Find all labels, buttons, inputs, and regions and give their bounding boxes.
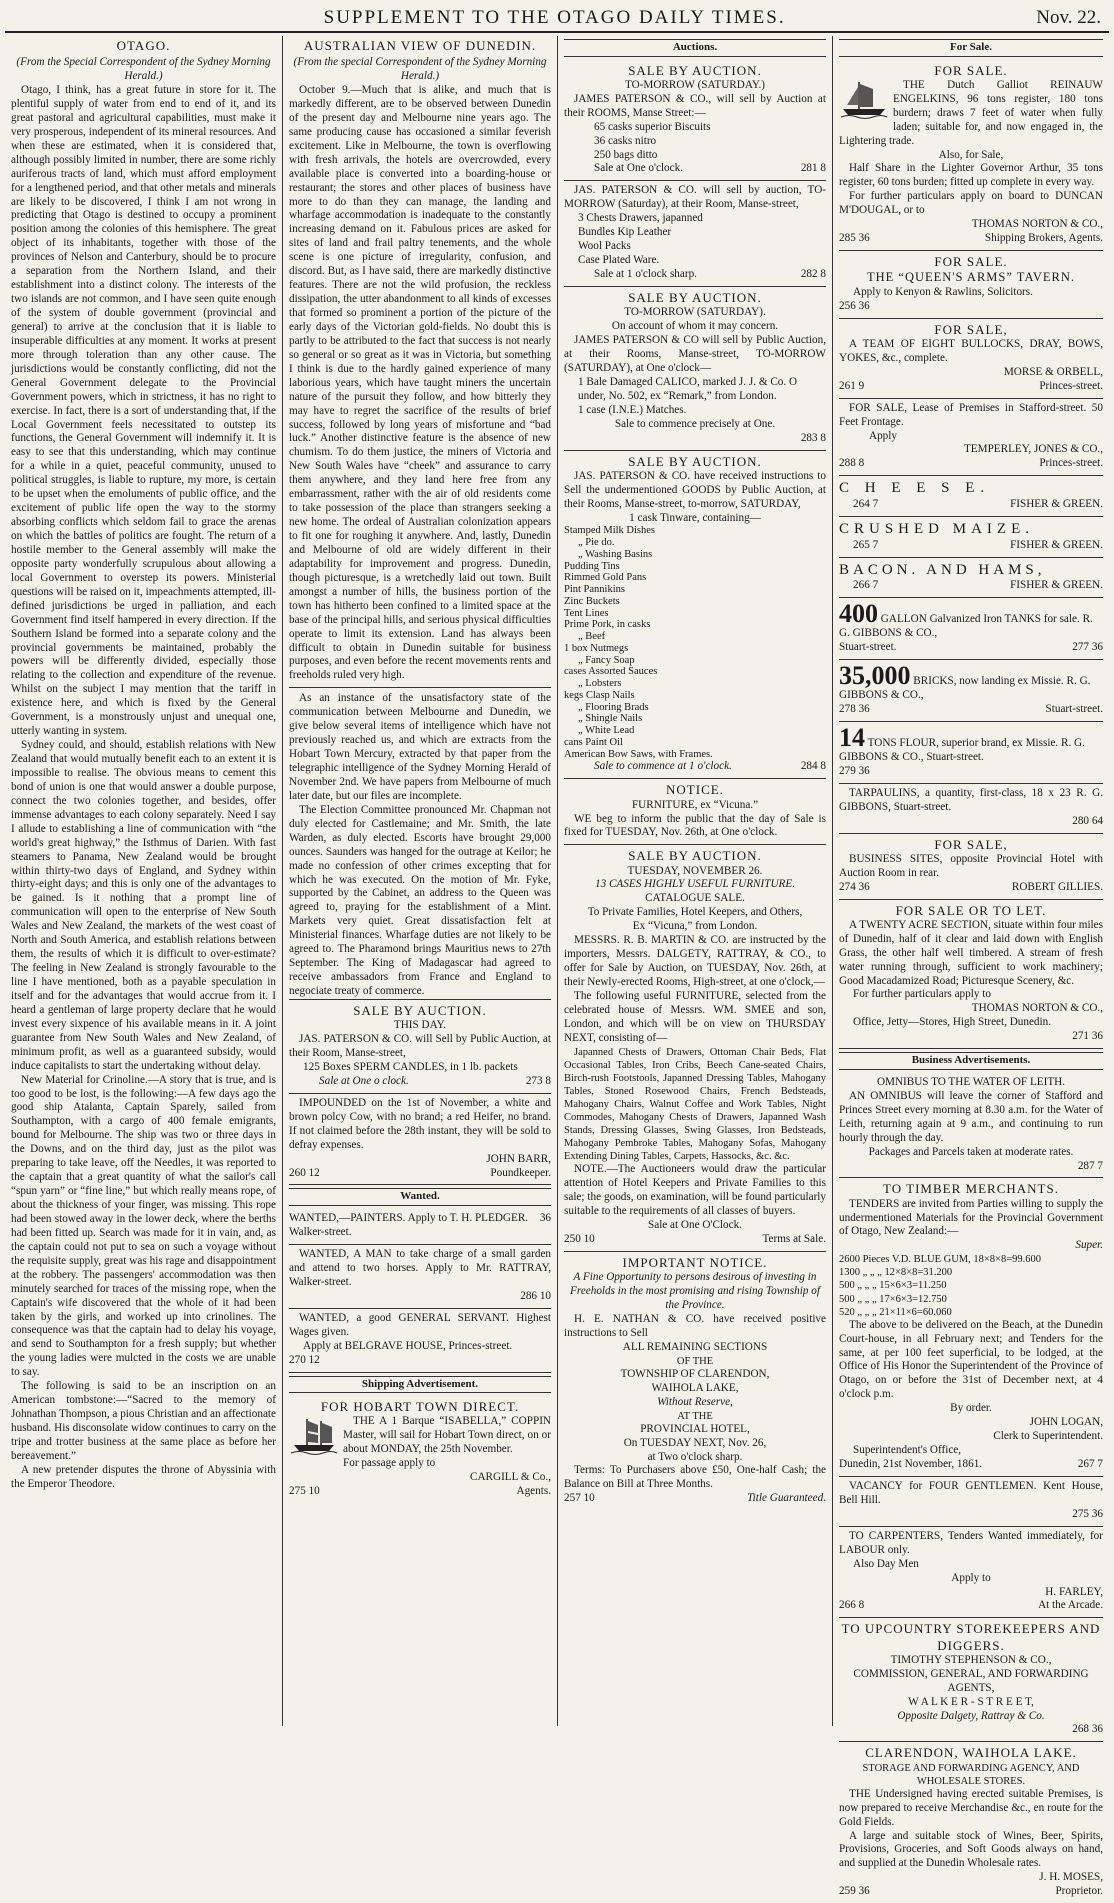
- advert: SALE BY AUCTION. TO-MORROW (SATURDAY). On account of whom it may concern. JAMES PATERSON & CO will sell by Public Auction, at their Rooms, Manse-street, TO-MORROW (SATURDAY), at One o'clock— 1 Bale Damaged CALICO, marked J. J. & Co. O under, No. 502, ex “Remark,” from London. 1 case (I.N.E.) Matches. Sale to commence precisely at One. 283 8: [564, 287, 826, 451]
- advert: 35,000 BRICKS, now landing ex Missie. R. G. GIBBONS & CO., 278 36 Stuart-street.: [839, 660, 1103, 722]
- advert: JAS. PATERSON & CO. will sell by auction, TO-MORROW (Saturday), at their Room, Manse-street, 3 Chests Drawers, japanned Bundles Kip Leather Wool Packs Case Plated Ware. Sale at 1 o'clock sharp. 282 8: [564, 181, 826, 287]
- advert: FOR SALE, BUSINESS SITES, opposite Provincial Hotel with Auction Room in rear. 274 36 ROBERT GILLIES.: [839, 834, 1103, 900]
- advert: WANTED,—PAINTERS. Apply to T. H. PLEDGER. Walker-street. 36: [289, 1209, 551, 1245]
- advert: CLARENDON, WAIHOLA LAKE. STORAGE AND FORWARDING AGENCY, AND WHOLESALE STORES. THE Undersigned having erected suitable Premises, is now prepared to receive Merchandise &c., en route for the Gold Fields. A large and suitable stock of Wines, Beer, Spirits, Provisions, Groceries, and Soft Goods always on hand, and supplied at the Dunedin Wholesale rates. J. H. MOSES, 259 36 Proprietor.: [839, 1745, 1103, 1898]
- advert: SALE BY AUCTION. TO-MORROW (SATURDAY.) JAMES PATERSON & CO., will sell by Auction at their ROOMS, Manse Street:— 65 casks superior Biscuits 36 casks nitro 250 bags ditto Sale at One o'clock. 281 8: [564, 60, 826, 182]
- advert: CRUSHED MAIZE. 265 7 FISHER & GREEN.: [839, 517, 1103, 558]
- section-header: Wanted.: [289, 1188, 551, 1206]
- advert: BACON. AND HAMS, 266 7 FISHER & GREEN.: [839, 558, 1103, 599]
- article-paragraph: Sydney could, and should, establish relations with New Zealand that would mutually benefit each to an extent it is impossible to realise. The obvious means to cement this bond of union is one that would answer a double purpose, connect the two colonies together, and besides, offer immense advantages to each colony separately. Need I say I allude to establishing a line of communication with “the world's great highway,” the Isthmus of Darien. With fast steamers to Panama, New Zealand would be brought within thirty-two days of England, and Sydney within thirty-eight days; and this is only one of the advantages to be gained. Is it nothing that a prompt line of communication will open to the enterprise of New South Wales and New Zealand, the markets of the west coast of North and South America, and establish relations between them, the results of which it is difficult to over-estimate? The feeling in New Zealand is strongly favourable to the line I have mentioned, both as a payable speculation in itself and for the advantages that would accrue from it. I heard a gentleman of large property declare that he would invest every sixpence of his available means in it. A joint guarantee from New South Wales and New Zealand, of minimum profit, as well as a guaranteed subsidy, would induce capitalists to start the undertaking without delay.: [11, 739, 276, 1072]
- article-paragraph: As an instance of the unsatisfactory state of the communication between Melbourne and Dunedin, we give below several items of intelligence which have not previously reached us, and which are extracts from the Hobart Town Mercury, extracted by that paper from the telegraphic intelligence of the Sydney Morning Herald of November 2nd. We have papers from Melbourne of much later date, but our files are incomplete.: [289, 692, 551, 802]
- article-paragraph: The Election Committee pronounced Mr. Chapman not duly elected for Castlemaine; and Mr. Smith, the late Warden, as duly elected. Escorts have brought 29,000 ounces. Saunders was hanged for the outrage at Keilor; he made no confession of other crimes excepting that for which he was executed. On the motion of Mr. Fyke, supported by the Cabinet, an address to the Queen was agreed to, praying for the establishment of a Mint. Markets very quiet. Great dissatisfaction felt at Ministerial finances. Wharfage duties are not likely to be agreed to. The Pharamond brings Mauritius news to 27th September. The King of Madagascar had agreed to receive ambassadors from France and England to negociate treaty of commerce.: [289, 803, 551, 998]
- ship-icon: [839, 79, 889, 119]
- advert: TO CARPENTERS, Tenders Wanted immediately, for LABOUR only. Also Day Men Apply to H. FARLEY, 266 8 At the Arcade.: [839, 1527, 1103, 1619]
- masthead: [5, 5, 1109, 33]
- advert: WANTED, A MAN to take charge of a small garden and attend to two horses. Apply to Mr. RATTRAY, Walker-street. 286 10: [289, 1245, 551, 1309]
- section-header: Shipping Advertisement.: [289, 1376, 551, 1394]
- advert: VACANCY for FOUR GENTLEMEN. Kent House, Bell Hill. 275 36: [839, 1477, 1103, 1527]
- advert: SALE BY AUCTION. THIS DAY. JAS. PATERSON & CO. will Sell by Public Auction, at their Room, Manse-street, 125 Boxes SPERM CANDLES, in 1 lb. packets Sale at One o clock. 273 8: [289, 999, 551, 1094]
- advert: C H E E S E. 264 7 FISHER & GREEN.: [839, 476, 1103, 517]
- advert: FOR SALE OR TO LET. A TWENTY ACRE SECTION, situate within four miles of Dunedin, half of it clear and laid down with English Grass, the other half well timbered. A stream of fresh water running through, sufficient to work machinery; Good Macadamized Road; Picturesque Scenery, &c. For further particulars apply to THOMAS NORTON & CO., Office, Jetty—Stores, High Street, Dunedin. 271 36: [839, 900, 1103, 1050]
- article-paragraph: New Material for Crinoline.—A story that is true, and is too good to be lost, is the following:—A few days ago the good ship Atalanta, Captain Sparely, sailed from Southampton, with a cargo of 400 female emigrants, bound for Melbourne. The ship was two or three days in the Downs, and on the third day, just as the pilot was preparing to take leave, off the Needles, it was reported to the captain that a great quantity of what the sailor's call “spun yarn” or “fine line,” but which really means rope, of about the thickness of your finger, was missing. This rope had been stowed away in the lower deck, where the berths had been fitted up. Search was made for it in vain, and, as the captain could not put to sea on such a voyage without the requisite supply, great was his rage and disappointment at the robbery. The passengers' accommodation was then minutely searched for traces of the missing rope, when the Captain's wife discovered that the whole of it had been taken by the girls, and worked up into crinolines. The consequence was that the captain had to delay his voyage, and send to Southampton for a fresh supply; but whether the young ladies were mulcted in the costs we are unable to say.: [11, 1073, 276, 1379]
- column-3: [558, 36, 833, 1726]
- advert: TO TIMBER MERCHANTS. TENDERS are invited from Parties willing to supply the undermentioned Materials for the Provincial Government of Otago, New Zealand:— Super. 2600 Pieces V.D. BLUE GUM, 18×8×8=99.600 1300 „ „ „ 12×8×8=31.200 500 „ „ „ 15×6×3=11.250 500 „ „ „ 17×6×3=12.750 520 „ „ „ 21×11×6=60.060 The above to be delivered on the Beach, at the Dunedin Court-house, in all February next; and Tenders for the same, at per 100 feet superficial, to be lodged, at the Office of His Honor the Superintendent of the Province of Otago, on or before the 31st of December next, at 4 o'clock p.m. By order. JOHN LOGAN, Clerk to Superintendent. Superintendent's Office, Dunedin, 21st November, 1861. 267 7: [839, 1178, 1103, 1477]
- article-byline: (From the Special Correspondent of the Sydney Morning Herald.): [16, 56, 271, 83]
- newspaper-page: [5, 5, 1109, 1898]
- article-paragraph: The following is said to be an inscription on an American tombstone:—“Sacred to the memory of Johnathan Thompson, a pious Christian and an affectionate husband. His disconsolate widow continues to carry on the tripe and trotter business at the same place as before her bereavement.”: [11, 1380, 276, 1462]
- advert: FOR SALE. THE “QUEEN'S ARMS” TAVERN. Apply to Kenyon & Rawlins, Solicitors. 256 36: [839, 251, 1103, 319]
- advert: FOR SALE, A TEAM OF EIGHT BULLOCKS, DRAY, BOWS, YOKES, &c., complete. MORSE & ORBELL, 261 9 Princes-street.: [839, 319, 1103, 399]
- advert: IMPOUNDED on the 1st of November, a white and brown polcy Cow, with no brand; a red Heifer, no brand. If not claimed before the 28th instant, they will be sold to defray expenses. JOHN BARR, 260 12 Poundkeeper.: [289, 1094, 551, 1186]
- advert: TO UPCOUNTRY STOREKEEPERS AND DIGGERS. TIMOTHY STEPHENSON & CO., COMMISSION, GENERAL, AND FORWARDING AGENTS, W A L K E R - S T R E E T, Opposite Dalgety, Rattray & Co. 268 36: [839, 1618, 1103, 1742]
- article-title: AUSTRALIAN VIEW OF DUNEDIN.: [303, 38, 537, 53]
- ship-icon: [289, 1415, 339, 1455]
- page-date: Nov. 22.: [1036, 7, 1101, 28]
- section-header: Business Advertisements.: [839, 1052, 1103, 1070]
- column-4: [833, 36, 1109, 1898]
- advert: OMNIBUS TO THE WATER OF LEITH. AN OMNIBUS will leave the corner of Stafford and Princes Street every morning at 8.30 a.m. for the Water of Leith, returning again at 9 a.m., and continuing to run hourly through the day. Packages and Parcels taken at moderate rates. 287 7: [839, 1073, 1103, 1179]
- advert: SALE BY AUCTION. JAS. PATERSON & CO. have received instructions to Sell the undermentioned GOODS by Public Auction, at their Rooms, Manse-street, to-morrow, SATURDAY, 1 cask Tinware, containing— Stamped Milk Dishes „ Pie do. „ Washing Basins Pudding Tins Rimmed Gold Pans Pint Pannikins Zinc Buckets Tent Lines Prime Pork, in casks „ Beef 1 box Nutmegs „ Fancy Soap cases Assorted Sauces „ Lobsters kegs Clasp Nails „ Flooring Brads „ Shingle Nails „ White Lead cans Paint Oil American Bow Saws, with Frames. Sale to commence at 1 o'clock. 284 8: [564, 451, 826, 780]
- article-byline: (From the special Correspondent of the Sydney Morning Herald.): [293, 56, 547, 83]
- advert: 400 GALLON Galvanized Iron TANKS for sale. R. G. GIBBONS & CO., Stuart-street. 277 36: [839, 598, 1103, 660]
- article-title: OTAGO.: [116, 38, 171, 53]
- advert: FOR HOBART TOWN DIRECT. THE A 1 Barque “ISABELLA,” COPPIN Master, will sail for Hobart Town direct, on or about MONDAY, the 25th November. For passage apply to CARGILL & Co., 275 10 Agents.: [289, 1399, 551, 1498]
- advert: FOR SALE, Lease of Premises in Stafford-street. 50 Feet Frontage. Apply TEMPERLEY, JONES & CO., 288 8 Princes-street.: [839, 399, 1103, 477]
- column-1: [5, 36, 283, 1726]
- advert: 14 TONS FLOUR, superior brand, ex Missie. R. G. GIBBONS & CO., Stuart-street. 279 36: [839, 722, 1103, 784]
- article-paragraph: Otago, I think, has a great future in store for it. The plentiful supply of water from end to end of it, and its great pastoral and agricultural capabilities, must make it very prosperous, independent of its mineral resources. And when these are estimated, when it is considered that, although possibly limited in number, there are some richly auriferous tracts of land, which must afford employment for a lengthened period, and that other metals and minerals are likely to be discovered, I think I am not wrong in predicting that Otago is destined to occupy a prominent position among the colonies of this hemisphere. The great object of its inhabitants, together with those of the provinces of Nelson and Canterbury, should be to procure a separation from the Northern Island, and their establishment into a distinct colony. The interests of the two islands are not common, and I have seen quite enough of the system of double government (provincial and general) to arrive at the conclusion that it is liable to insuperable difficulties at any moment. It works at present more through toleration than any other cause. The jurisdictions would be constantly conflicting, did not the General Government delegate to the Provincial Government powers, which in strictness, it has no right to exercise. In fact, there is a sort of understanding that, if the Local Government feels necessitated to outstep its functions, the General Government will indemnify it. It is easy to see that this understanding, which may continue for a while in a quiet, peaceful community, unused to political struggles, is liable to rupture, my more, is certain to be upset when the emoluments of public office, and the excitement of public life open the way to the stormy absorbing conflicts which seldom fail to grace the arenas on which the battles of politics are fought. The return of a hostile member to the General assembly will make the opposite party wonderfully scrupulous about allowing a local Government to overstep its powers. Ministerial questions will be raised on it, impeachments attempted, ill-defined jurisdictions be urged in palliation, and each Government find itself hampered in every direction. If the Southern Island be formed into a separate colony and the provincial governments be maintained, probably the powers will be differently divided, especially those relating to the collection and expenditure of the revenue. Whilst on the subject I may mention that the tariff in existence here, and which is fixed by the General Government, is a monstrously unjust and unequal one, utterly wanting in system.: [11, 84, 276, 738]
- advert: FOR SALE. THE Dutch Galliot REINAUW ENGELKINS, 96 tons register, 180 tons burdern; draws 7 feet of water when fully laden; suitable for, and now engaged in, the Lightering trade. Also, for Sale, Half Share in the Lighter Governor Arthur, 35 tons register, 60 tons burden; fitted up complete in every way. For further particulars apply on board to DUNCAN M'DOUGAL, or to THOMAS NORTON & CO., 285 36 Shipping Brokers, Agents.: [839, 60, 1103, 251]
- advert: IMPORTANT NOTICE. A Fine Opportunity to persons desirous of investing in Freeholds in the most promising and rising Township of the Province. H. E. NATHAN & CO. have received positive instructions to Sell ALL REMAINING SECTIONS OF THE TOWNSHIP OF CLARENDON, WAIHOLA LAKE, Without Reserve, AT THE PROVINCIAL HOTEL, On TUESDAY NEXT, Nov. 26, at Two o'clock sharp. Terms: To Purchasers above £50, One-half Cash; the Balance on Bill at Three Months. 257 10 Title Guaranteed.: [564, 1254, 826, 1505]
- advert: NOTICE. FURNITURE, ex “Vicuna.” WE beg to inform the public that the day of Sale is fixed for TUESDAY, Nov. 26th, at One o'clock.: [564, 779, 826, 845]
- item-list: Stamped Milk Dishes „ Pie do. „ Washing Basins Pudding Tins Rimmed Gold Pans Pint Pannikins Zinc Buckets Tent Lines Prime Pork, in casks „ Beef 1 box Nutmegs „ Fancy Soap cases Assorted Sauces „ Lobsters kegs Clasp Nails „ Flooring Brads „ Shingle Nails „ White Lead cans Paint Oil American Bow Saws, with Frames.: [564, 525, 713, 760]
- section-header: Auctions.: [564, 39, 826, 57]
- columns: [5, 36, 1109, 1898]
- column-2: [283, 36, 558, 1726]
- advert: SALE BY AUCTION. TUESDAY, NOVEMBER 26. 13 CASES HIGHLY USEFUL FURNITURE. CATALOGUE SALE. To Private Families, Hotel Keepers, and Others, Ex “Vicuna,” from London. MESSRS. R. B. MARTIN & CO. are instructed by the importers, Messrs. DALGETY, RATTRAY, & CO., to offer for Sale by Auction, on TUESDAY, Nov. 26th, at their Newly-erected Rooms, High-street, at one o'clock,— The following useful FURNITURE, selected from the celebrated house of Messrs. WM. SMEE and son, London, and which will be on view on THURSDAY NEXT, consisting of— Japanned Chests of Drawers, Ottoman Chair Beds, Flat Occasional Tables, Iron Cribs, Beech Cane-seated Chairs, Birch-rush Footstools, Japanned Dressing Tables, Mahogany Tables, Stoned Rosewood Chairs, French Bedsteads, Mahogany Chairs, Walnut Coffee and Work Tables, Night Commodes, Mahogany Chests of Drawers, Japanned Wash Stands, Dressing Glasses, Swing Glasses, Iron Bedsteads, Mahogany Pembroke Tables, Mahogany Sofas, Mahogany Extending Dining Tables, Carpets, Hassocks, &c. &c. NOTE.—The Auctioneers would draw the particular attention of Hotel Keepers and Private Families to this sale; the goods, on examination, will be found particularly suitable to the requirements of all classes of buyers. Sale at One O'Clock. 250 10 Terms at Sale.: [564, 845, 826, 1252]
- article-paragraph: A new pretender disputes the throne of Abyssinia with the Emperor Theodore.: [11, 1463, 276, 1490]
- section-header: For Sale.: [839, 39, 1103, 57]
- article-paragraph: October 9.—Much that is alike, and much that is markedly different, are to be observed between Dunedin of the present day and Melbourne nine years ago. The same producing cause has occasioned a similar feverish excitement. Like in Melbourne, the town is overflowing with fresh arrivals, the hotels are overcrowded, every available place is converted into a boarding-house or restaurant; the stores and other places of business have more to do than they can manage, the landing and wharfage accommodation is inadequate to the constantly increasing demand on it. Fabulous prices are asked for sites of land and frail paltry tenements, and the whole scene is one picture of irregularity, confusion, and discord. But, as I have said, there are markedly distinctive features. There are not the wild profusion, the reckless dissipation, the utter abandonment to all kinds of excesses that formed so prominent a portion of the picture of the early days of the Victorian gold-fields. No doubt this is partly to be attributed to the fact that success is not nearly so general or so great as it was in Victoria, but something I think is due to the hardly gained experience of many laborious years, which have taught miners the uncertain nature of the pursuit they follow, and how bitterly they may have to regret the sacrifice of the results of brief success, followed by long years of misfortune and “bad luck.” Another distinctive feature is the absence of new chumism. To do them justice, the miners of Victoria and New South Wales have “cheek” and assurance to carry them anywhere, and they land here free from any embarrassment, rather with the air of old residents come to take possession of the place than strangers seeking a new home. The ordeal of Australian colonization appears to fit one for roughing it anywhere. And, lastly, Dunedin and Melbourne of old are widely different in their adaptability for improvement and progress. Dunedin, though picturesque, is a wretchedly laid out town. Built amongst a number of hills, the business portion of the town has hitherto been confined to a limited space at the base of the principal hills, and serious physical difficulties operate to limit its extension. Land has always been difficult to obtain in Dunedin suitable for business purposes, and even before the recent movements rents and freeholds ruled very high.: [289, 84, 551, 682]
- page-title: SUPPLEMENT TO THE OTAGO DAILY TIMES.: [323, 7, 786, 28]
- advert: WANTED, a good GENERAL SERVANT. Highest Wages given. Apply at BELGRAVE HOUSE, Princes-street. 270 12: [289, 1309, 551, 1373]
- advert: TARPAULINS, a quantity, first-class, 18 x 23 R. G. GIBBONS, Stuart-street. 280 64: [839, 784, 1103, 834]
